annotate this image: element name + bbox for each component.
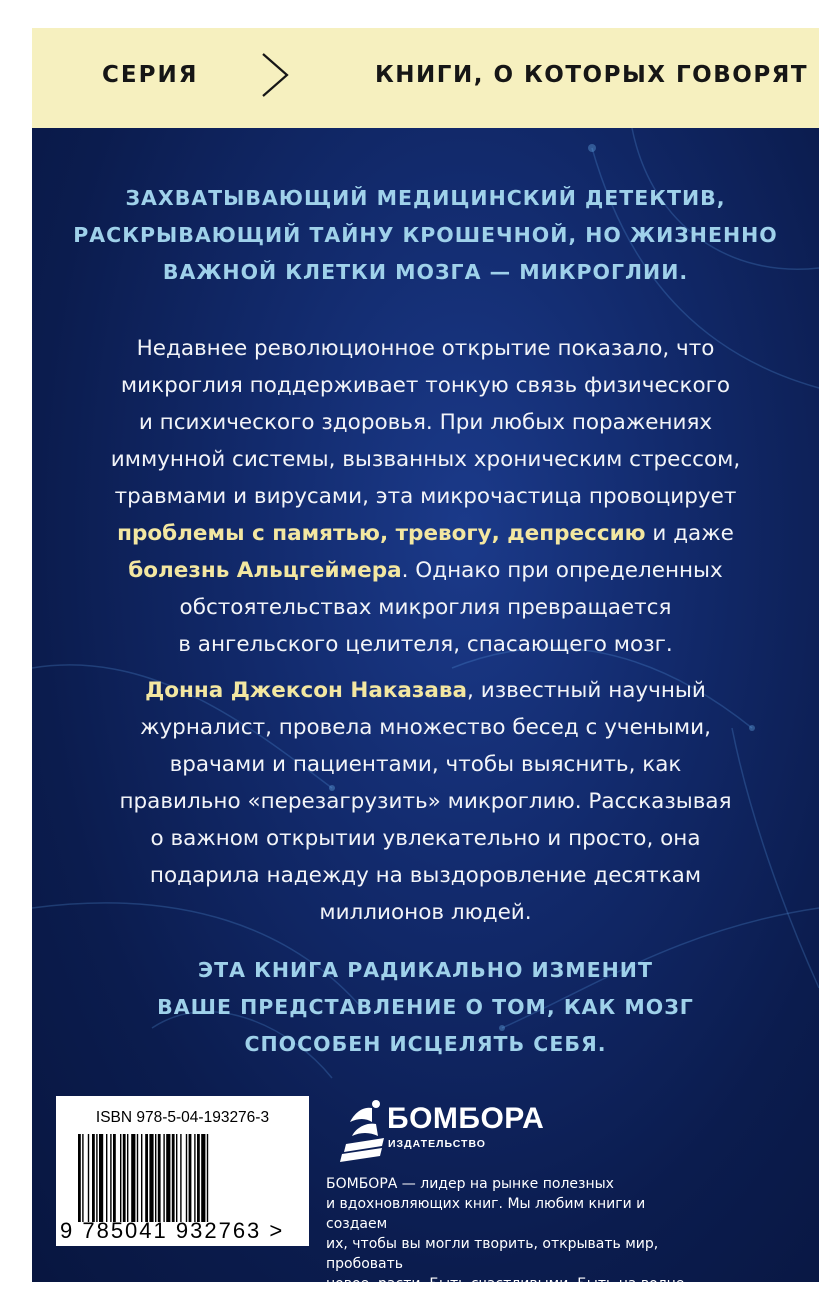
text-line: и психического здоровья. При любых поражениях [138,410,713,435]
text-fragment: , известный научный [467,678,706,703]
lead-paragraph [32,180,819,291]
barcode-stripe [123,1134,126,1222]
text-line: иммунной системы, вызванных хроническим стрессом, [110,447,741,472]
barcode-stripe [158,1134,161,1222]
isbn-number: ISBN 978-5-04-193276-3 [95,1109,270,1126]
barcode-stripe [172,1134,175,1222]
barcode-stripe [163,1134,164,1222]
publisher-description [326,1174,706,1294]
barcode-stripe [155,1134,156,1222]
text-line: врачами и пациентами, чтобы выяснить, как [169,752,682,777]
lead-line: ЗАХВАТЫВАЮЩИЙ МЕДИЦИНСКИЙ ДЕТЕКТИВ, [125,186,726,210]
series-banner [32,28,819,128]
barcode-stripe [137,1134,138,1222]
barcode-stripe [113,1134,116,1222]
description-paragraph [32,330,819,663]
book-back-cover [32,28,819,1292]
barcode-stripe [92,1134,95,1222]
text-line: микроглия поддерживает тонкую связь физического [120,373,731,398]
barcode-stripe [166,1134,170,1222]
text-line: БОМБОРА — лидер на рынке полезных [326,1176,614,1192]
text-line [32,515,819,552]
barcode-stripe [99,1134,103,1222]
barcode-bars [78,1134,296,1222]
barcode-stripe [194,1134,195,1222]
text-line [32,672,819,709]
lead-line: ВАЖНОЙ КЛЕТКИ МОЗГА — МИКРОГЛИИ. [162,260,689,284]
author-paragraph [32,672,819,931]
barcode-stripe [96,1134,97,1222]
barcode-stripe [106,1134,107,1222]
barcode-stripe [201,1134,205,1222]
series-label: СЕРИЯ [102,62,199,88]
publisher-subtitle: ИЗДАТЕЛЬСТВО [388,1138,486,1150]
lead-line: РАСКРЫВАЮЩИЙ ТАЙНУ КРОШЕЧНОЙ, НО ЖИЗНЕННО [73,223,778,247]
text-line: о важном открытии увлекательно и просто, она [150,826,701,851]
barcode-stripe [197,1134,200,1222]
closing-line: ЭТА КНИГА РАДИКАЛЬНО ИЗМЕНИТ [198,958,653,982]
barcode-stripe [145,1134,148,1222]
highlight-symptoms: проблемы с памятью, тревогу, депрессию [117,521,646,546]
text-line [32,552,819,589]
barcode-stripe [149,1134,153,1222]
barcode-stripe [189,1134,192,1222]
text-line: травмами и вирусами, эта микрочастица провоцирует [114,484,737,509]
text-line: новое, расти. Быть счастливыми. Быть на волне. [326,1276,689,1292]
barcode-stripe [131,1134,135,1222]
text-line: журналист, провела множество бесед с учеными, [140,715,711,740]
barcode-stripe [120,1134,121,1222]
barcode-stripe [207,1134,208,1222]
text-line: подарила надежду на выздоровление десяткам [149,863,702,888]
chevron-right-icon [257,50,293,100]
barcode-stripe [186,1134,187,1222]
text-line: в ангельского целителя, спасающего мозг. [178,632,673,657]
barcode-digits: 9 785041 932763 > [60,1218,285,1243]
barcode-stripe [127,1134,128,1222]
text-fragment: и даже [645,521,734,546]
series-name: КНИГИ, О КОТОРЫХ ГОВОРЯТ [375,62,809,88]
text-fragment: . Однако при определенных [401,558,723,583]
closing-statement [32,952,819,1063]
text-line: Недавнее революционное открытие показало, что [136,336,715,361]
text-line: и вдохновляющих книг. Мы любим книги и создаем [326,1196,646,1232]
text-line: правильно «перезагрузить» микроглию. Рассказывая [119,789,732,814]
text-line: миллионов людей. [319,900,532,925]
barcode-stripe [176,1134,177,1222]
closing-line: СПОСОБЕН ИСЦЕЛЯТЬ СЕБЯ. [244,1032,607,1056]
barcode-stripe [141,1134,142,1222]
author-name: Донна Джексон Наказава [145,678,468,703]
text-line: обстоятельствах микроглия превращается [179,595,672,620]
closing-line: ВАШЕ ПРЕДСТАВЛЕНИЕ О ТОМ, КАК МОЗГ [157,995,694,1019]
barcode-stripe [88,1134,89,1222]
barcode-stripe [78,1134,81,1222]
barcode-stripe [110,1134,111,1222]
barcode [56,1096,309,1246]
text-line: их, чтобы вы могли творить, открывать мир, пробовать [326,1236,659,1272]
highlight-alzheimers: болезнь Альцгеймера [128,558,402,583]
barcode-stripe [180,1134,181,1222]
publisher-name: БОМБОРА [387,1102,545,1135]
barcode-stripe [82,1134,83,1222]
